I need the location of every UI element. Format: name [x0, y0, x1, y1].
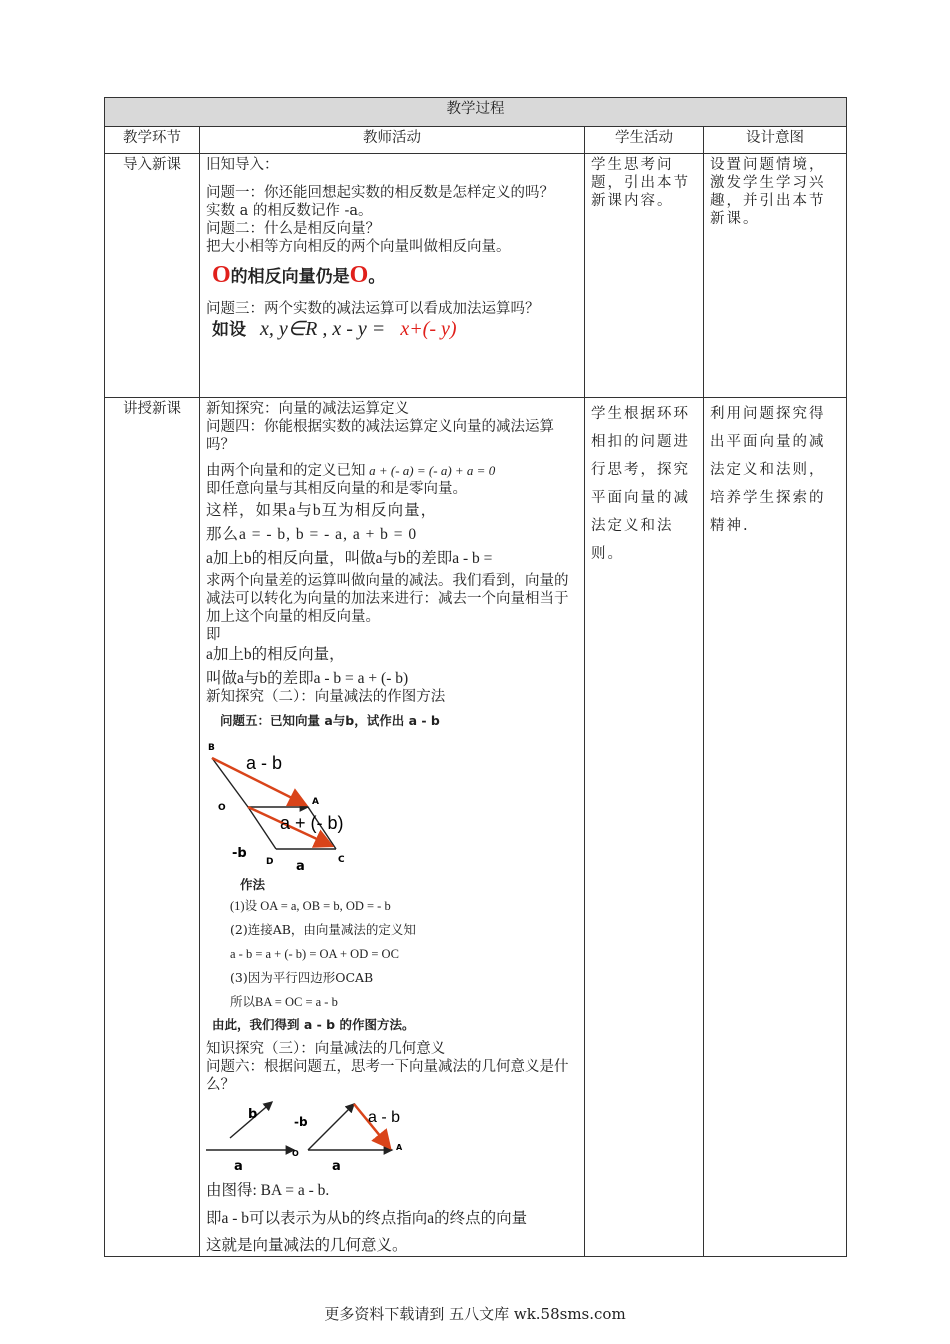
point-o-right: O — [292, 1149, 299, 1158]
point-d-label: D — [266, 857, 274, 867]
teacher-activity-intro — [200, 154, 585, 398]
point-a-right: A — [396, 1143, 403, 1152]
zero-symbol-2: O — [349, 262, 369, 288]
namely: 即 — [206, 627, 221, 643]
label-a: a — [296, 859, 305, 874]
question-4: 问题四：你能根据实数的减法运算定义向量的减法运算吗？ — [206, 419, 554, 453]
sum-is-zero: 即任意向量与其相反向量的和是零向量。 — [206, 481, 467, 497]
lesson-table — [104, 97, 847, 1257]
label-a-left: a — [234, 1159, 243, 1174]
teacher-activity-new-lesson — [200, 398, 585, 1257]
parallelogram-diagram — [208, 734, 398, 874]
formula-left: x, y∈R , x - y = — [260, 318, 386, 340]
zero-vector-end: 。 — [368, 267, 386, 287]
sum-definition-prefix: 由两个向量和的定义已知 — [206, 463, 366, 479]
question-5: 问题五：已知向量 a与b，试作出 a - b — [220, 713, 440, 728]
label-a-plus-neg-b: a + (- b) — [280, 813, 344, 833]
design-intent-intro: 设置问题情境，激发学生学习兴趣，并引出本节新课。 — [704, 154, 847, 398]
table-title: 教学过程 — [105, 98, 847, 127]
method-step-3-formula: 所以BA = OC = a - b — [230, 995, 338, 1009]
column-header-teacher: 教师活动 — [200, 127, 585, 154]
phase-intro: 导入新课 — [105, 154, 200, 398]
table-row-intro — [105, 154, 847, 398]
student-activity-new-lesson: 学生根据环环相扣的问题进行思考，探究平面向量的减法定义和法则。 — [585, 398, 704, 1257]
intro-label: 旧知导入： — [206, 157, 279, 173]
subtraction-explanation: 求两个向量差的运算叫做向量的减法。我们看到，向量的减法可以转化为向量的加法来进行：减去一个向量相当于加上这个向量的相反向量。 — [206, 573, 569, 625]
difference-definition: a加上b的相反向量，叫做a与b的差即a - b = — [206, 550, 493, 567]
geometric-explanation: 即a - b可以表示为从b的终点指向a的终点的向量 — [206, 1210, 528, 1227]
method-title: 作法 — [240, 877, 266, 892]
label-b-left: b — [248, 1107, 258, 1122]
segment-ob — [212, 758, 248, 807]
label-neg-b: -b — [232, 846, 247, 861]
vector-b-right — [308, 1104, 354, 1150]
question-6: 问题六：根据问题五，思考一下向量减法的几何意义是什么？ — [206, 1059, 569, 1093]
difference-formula: 叫做a与b的差即a - b = a + (- b) — [206, 670, 409, 687]
design-intent-new-lesson: 利用问题探究得出平面向量的减法定义和法则，培养学生探索的精神. — [704, 398, 847, 1257]
opposite-relations: 那么a = - b, b = - a, a + b = 0 — [206, 526, 418, 543]
topic-2: 新知探究（二）：向量减法的作图方法 — [206, 689, 446, 705]
label-a-minus-b: a - b — [246, 753, 283, 773]
opposite-condition: 这样，如果a与b互为相反向量， — [206, 502, 438, 519]
method-step-1: (1)设 OA = a, OB = b, OD = - b — [230, 899, 391, 913]
zero-vector-statement — [212, 262, 578, 288]
question-3: 问题三：两个实数的减法运算可以看成加法运算吗？ — [206, 301, 540, 317]
real-subtraction-formula — [212, 320, 578, 339]
formula-right: x+(- y) — [400, 318, 457, 340]
point-c-label: C — [338, 855, 345, 865]
formula-prefix: 如设 — [212, 320, 246, 340]
sum-definition-formula: a + (- a) = (- a) + a = 0 — [369, 463, 496, 478]
method-conclusion: 由此，我们得到 a - b 的作图方法。 — [212, 1017, 415, 1032]
label-a-minus-b-right: a - b — [368, 1109, 401, 1126]
point-o-label: O — [218, 803, 226, 813]
topic-1: 新知探究：向量的减法运算定义 — [206, 401, 409, 417]
question-1-answer: 实数 a 的相反数记作 -a。 — [206, 203, 373, 219]
method-step-2-formula: a - b = a + (- b) = OA + OD = OC — [230, 947, 399, 961]
point-b-label: B — [208, 743, 215, 753]
table-row-new-lesson — [105, 398, 847, 1257]
question-1: 问题一：你还能回想起实数的相反数是怎样定义的吗？ — [206, 185, 554, 201]
zero-vector-text: 的相反向量仍是 — [230, 267, 350, 287]
geometric-result: 由图得: BA = a - b. — [206, 1182, 330, 1199]
question-2-answer: 把大小相等方向相反的两个向量叫做相反向量。 — [206, 239, 511, 255]
method-step-3: (3)因为平行四边形OCAB — [230, 970, 374, 985]
label-neg-b-right: -b — [294, 1115, 308, 1129]
geometric-meaning: 这就是向量减法的几何意义。 — [206, 1236, 408, 1254]
method-step-2: (2)连接AB，由向量减法的定义知 — [230, 922, 416, 937]
column-header-student: 学生活动 — [585, 127, 704, 154]
sum-definition — [206, 462, 578, 480]
column-header-design: 设计意图 — [704, 127, 847, 154]
geometric-meaning-diagram — [206, 1098, 426, 1180]
zero-symbol: O — [212, 262, 231, 288]
label-a-right: a — [332, 1159, 341, 1174]
phase-new-lesson: 讲授新课 — [105, 398, 200, 1257]
topic-3: 知识探究（三）：向量减法的几何意义 — [206, 1041, 446, 1057]
add-opposite: a加上b的相反向量， — [206, 646, 345, 663]
footer-text: 更多资料下载请到 五八文库 wk.58sms.com — [324, 1305, 626, 1323]
point-a-label: A — [312, 797, 319, 807]
column-header-phase: 教学环节 — [105, 127, 200, 154]
student-activity-intro: 学生思考问题，引出本节新课内容。 — [585, 154, 704, 398]
question-2: 问题二：什么是相反向量？ — [206, 221, 380, 237]
